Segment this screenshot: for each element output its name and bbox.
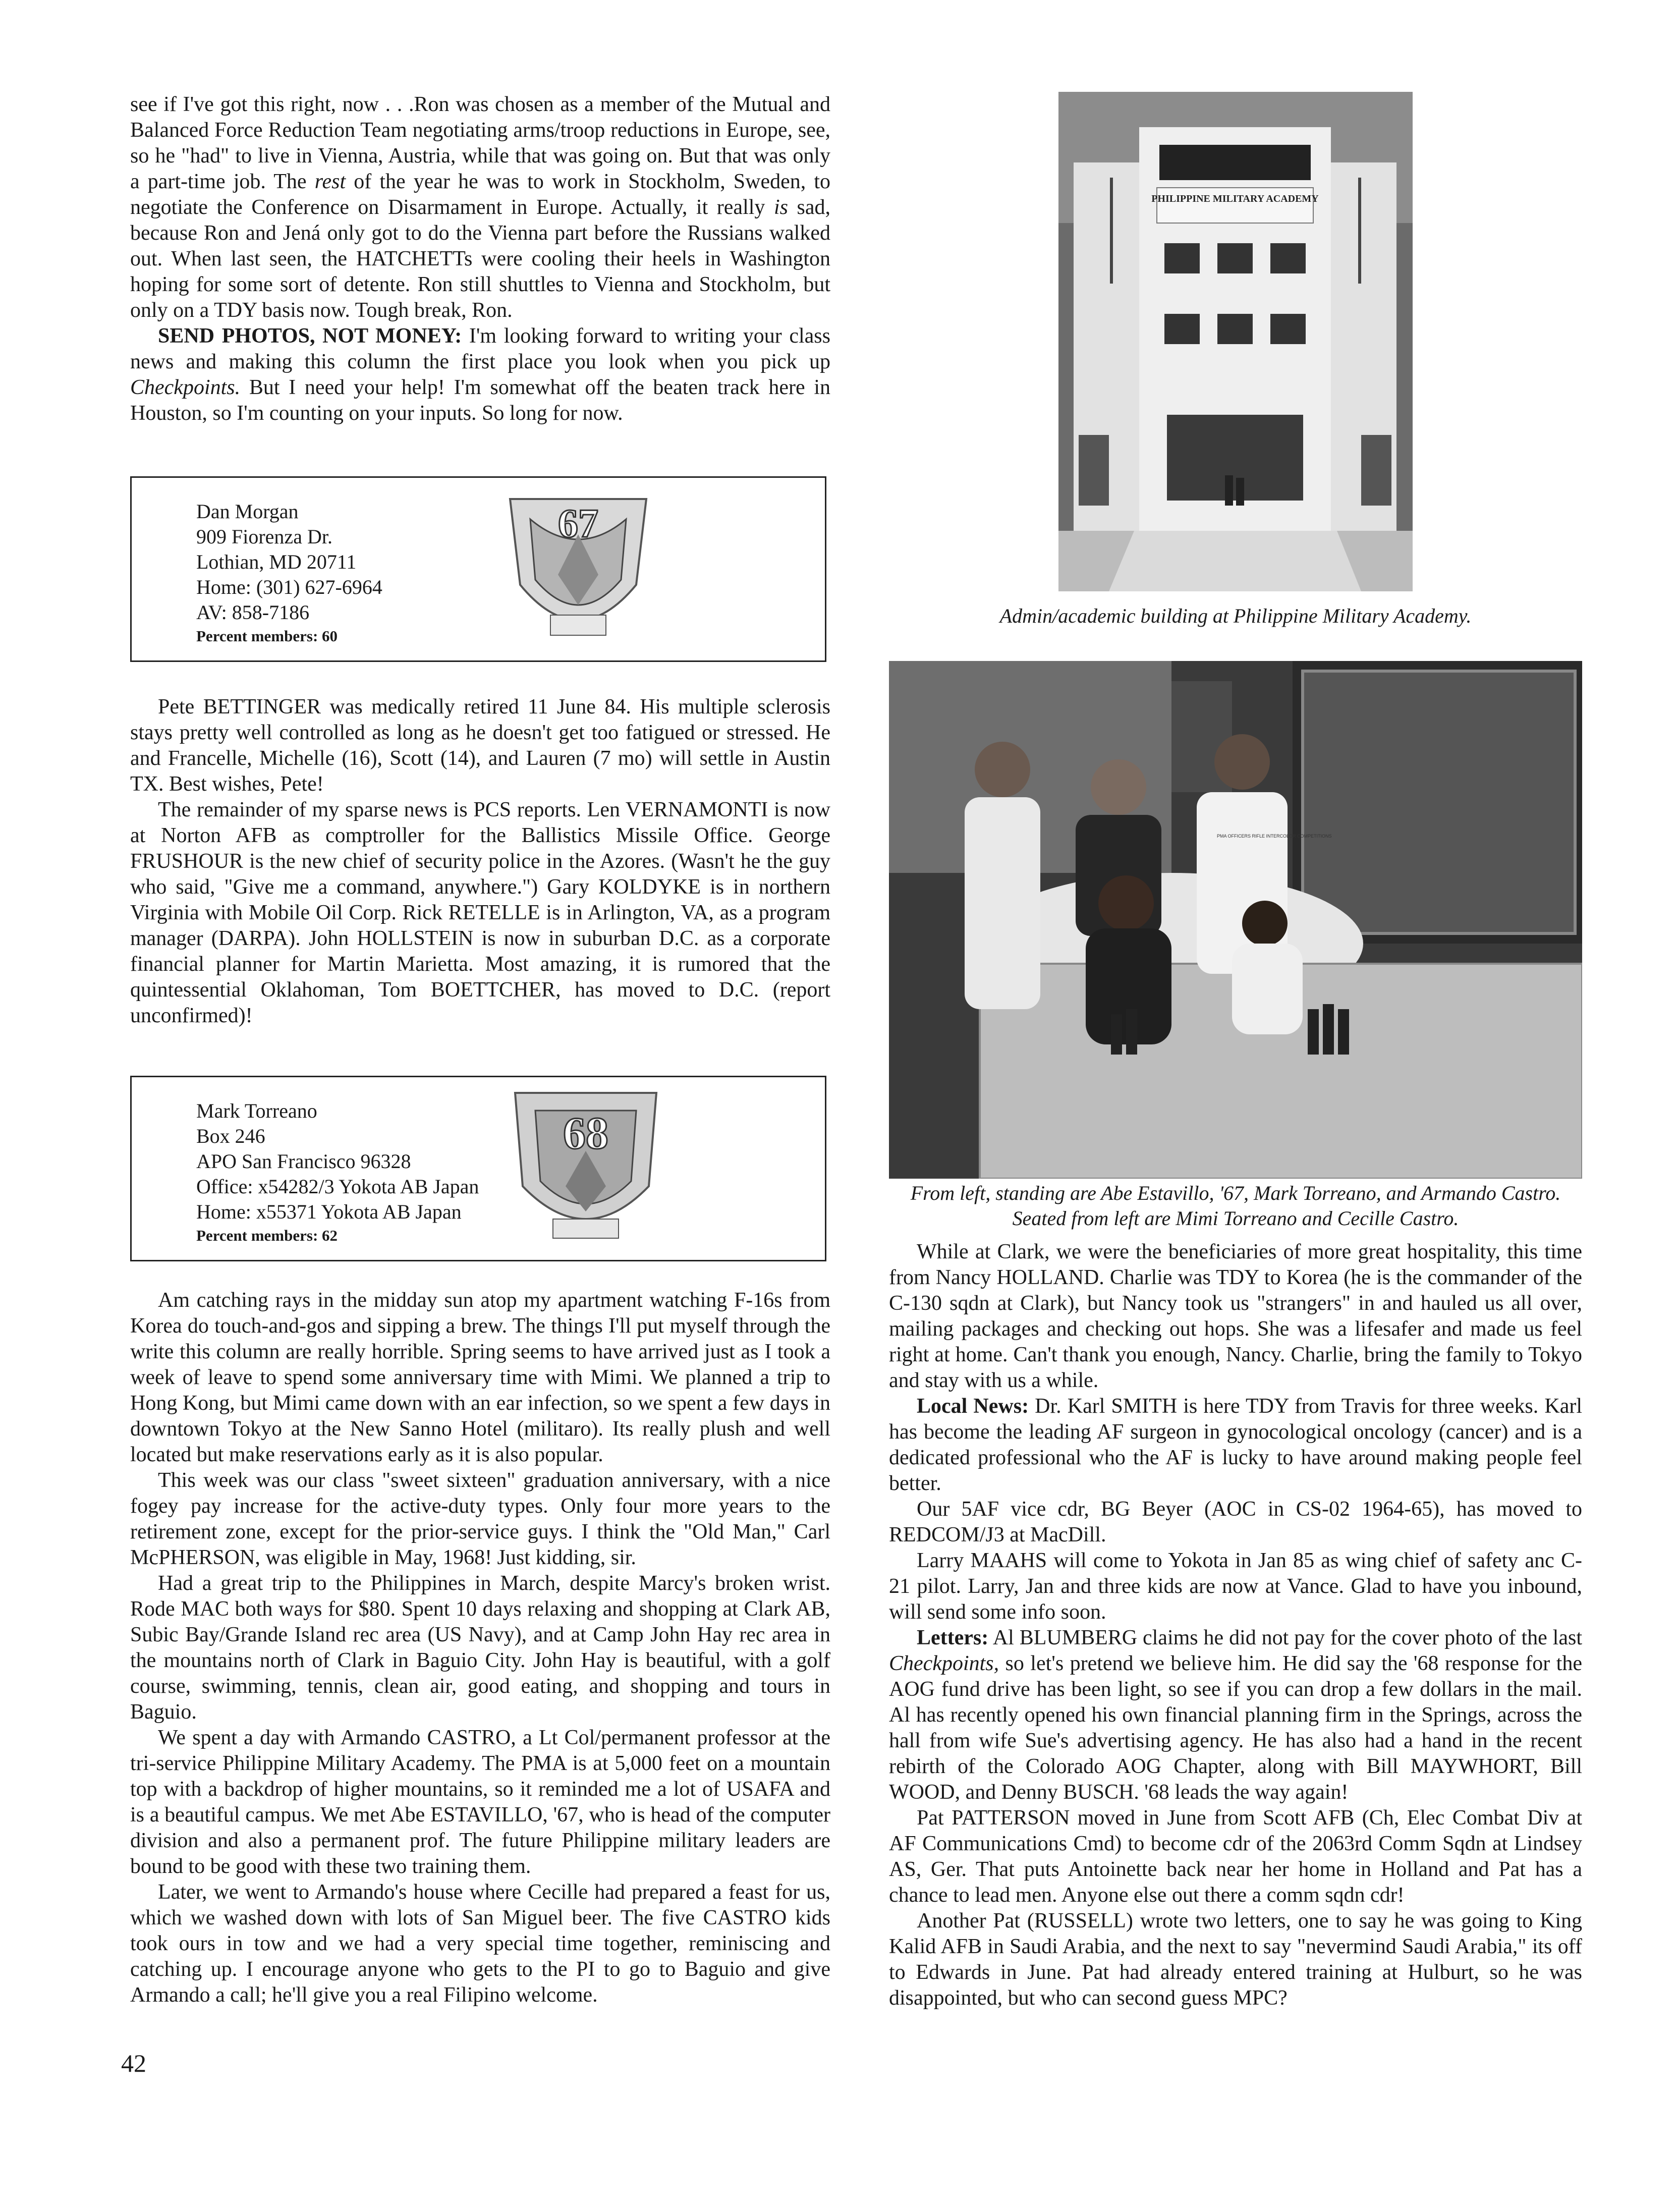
class-68-news-right <box>889 1239 1582 2011</box>
class-67-news <box>130 694 830 1029</box>
pma-building-photo <box>1058 92 1413 591</box>
beyer-paragraph: Our 5AF vice cdr, BG Beyer (AOC in CS-02 1964-65), has moved to REDCOM/J3 at MacDill. <box>889 1498 1582 1546</box>
intro-text <box>130 92 830 426</box>
send-photos-paragraph: SEND PHOTOS, NOT MONEY: I'm looking forward to writing your class news and making this column the first place you look when you pick up Checkpoints. But I need your help! I'm somewhat off the beaten track here in Houston, so I'm counting on your inputs. So long for now. <box>130 324 830 425</box>
hatchett-paragraph: see if I've got this right, now . . .Ron was chosen as a member of the Mutual and Balanced Force Reduction Team negotiating arms/troop reductions in Europe, see, so he "had" to live in Vienna, Austria, while that was going on. But that was only a part-time job. The rest of the year he was to work in Stockholm, Sweden, to negotiate the Conference on Disarmament in Europe. Actually, it really is sad, because Ron and Jená only got to do the Vienna part before the Russians walked out. When last seen, the HATCHETTs were cooling their heels in Washington hoping for some sort of detente. Ron still shuttles to Vienna and Stockholm, but only on a TDY basis now. Tough break, Ron. <box>130 93 831 322</box>
russell-paragraph: Another Pat (RUSSELL) wrote two letters, one to say he was going to King Kalid AFB in Saudi Arabia, and the next to say "nevermind Saudi Arabia," its off to Edwards in June. Pat had already entered training at Hulburt, so he was disappointed, but who can second guess MPC? <box>889 1909 1582 2010</box>
building-sign: PHILIPPINE MILITARY ACADEMY <box>1151 193 1319 204</box>
news-68-paragraph: Later, we went to Armando's house where Cecille had prepared a feast for us, which we washed down with lots of San Miguel beer. The five CASTRO kids took ours in tow and we had a very special time together, reminiscing and catching up. I encourage anyone who gets to the PI to go to Baguio and give Armando a call; he'll give you a real Filipino welcome. <box>130 1881 830 2007</box>
class-68-scribe-box <box>130 1076 826 1261</box>
scribe-67-address: Dan Morgan 909 Fiorenza Dr. Lothian, MD 20711 Home: (301) 627-6964 AV: 858-7186 Percent members: 60 <box>196 500 382 645</box>
news-68-paragraph: This week was our class "sweet sixteen" graduation anniversary, with a nice fogey pay increase for the active-duty types. Only four more years to the retirement zone, except for the prior-service guys. I think the "Old Man," Carl McPHERSON, was eligible in May, 1968! Just kidding, sir. <box>130 1469 830 1569</box>
shirt-text: PMA OFFICERS RIFLE INTERCOLOR COMPETITIONS <box>1217 834 1332 839</box>
holland-paragraph: While at Clark, we were the beneficiaries of more great hospitality, this time from Nancy HOLLAND. Charlie was TDY to Korea (he is the commander of the C-130 sqdn at Clark), but Nancy took us "strangers" in and hauled us all over, mailing packages and checking out hops. She was a lifesafer and made us feel right at home. Can't thank you enough, Nancy. Charlie, bring the family to Tokyo and stay with us a while. <box>889 1240 1582 1392</box>
class-68-crest-icon <box>505 1085 666 1252</box>
news-67-paragraph: The remainder of my sparse news is PCS reports. Len VERNAMONTI is now at Norton AFB as comptroller for the Ballistics Missile Office. George FRUSHOUR is the new chief of security police in the Azores. (Wasn't he the guy who said, "Give me a command, anywhere.") Gary KOLDYKE is in northern Virginia with Mobile Oil Corp. Rick RETELLE is in Arlington, VA, as a program manager (DARPA). John HOLLSTEIN is now in suburban D.C. as a corporate financial planner for Martin Marietta. Most amazing, it is rumored that the quintessential Oklahoman, Tom BOETTCHER, has moved to D.C. (report unconfirmed)! <box>130 798 830 1027</box>
group-photo-caption: From left, standing are Abe Estavillo, '67, Mark Torreano, and Armando Castro. Seated from left are Mimi Torreano and Cecille Castro. <box>910 1182 1561 1230</box>
letters-paragraph: Letters: Al BLUMBERG claims he did not pay for the cover photo of the last Checkpoints, so let's pretend we believe him. He did say the '68 response for the AOG fund drive has been light, so see if you can drop a few dollars in the mail. Al has recently opened his own financial planning firm in the Springs, across the hall from wife Sue's advertising agency. He has also had a hand in the recent rebirth of the Colorado AOG Chapter, along with Bill MAYWHORT, Bill WOOD, and Denny BUSCH. '68 leads the way again! <box>889 1626 1582 1804</box>
news-67-paragraph: Pete BETTINGER was medically retired 11 June 84. His multiple sclerosis stays pretty well controlled as long as he doesn't get too fatigued or stressed. He and Francelle, Michelle (16), Scott (14), and Lauren (7 mo) will settle in Austin TX. Best wishes, Pete! <box>130 695 830 796</box>
group-photo <box>889 661 1582 1179</box>
class-68-news-left <box>130 1288 830 2008</box>
maahs-paragraph: Larry MAAHS will come to Yokota in Jan 85 as wing chief of safety anc C-21 pilot. Larry, Jan and three kids are now at Vance. Glad to have you inbound, will send some info soon. <box>889 1549 1582 1624</box>
pma-building-caption: Admin/academic building at Philippine Military Academy. <box>999 604 1472 627</box>
class-67-crest-icon <box>495 489 661 650</box>
scribe-68-address: Mark Torreano Box 246 APO San Francisco 96328 Office: x54282/3 Yokota AB Japan Home: x55371 Yokota AB Japan Percent members: 62 <box>196 1099 479 1244</box>
page-number: 42 <box>121 2049 146 2077</box>
news-68-paragraph: Am catching rays in the midday sun atop my apartment watching F-16s from Korea do touch-and-gos and sipping a brew. The things I'll put myself through the write this column are really horrible. Spring seems to have arrived just as I took a week of leave to spend some anniversary time with Mimi. We planned a trip to Hong Kong, but Mimi came down with an ear infection, so we spent a few days in downtown Tokyo at the New Sanno Hotel (militaro). Its really plush and well located but make reservations early as it is also popular. <box>130 1289 830 1466</box>
crest-67-year: 67 <box>558 502 598 546</box>
local-news-paragraph: Local News: Dr. Karl SMITH is here TDY from Travis for three weeks. Karl has become the leading AF surgeon in gynocological oncology (cancer) and is a dedicated professional who the AF is lucky to have around making people feel better. <box>889 1395 1582 1495</box>
patterson-paragraph: Pat PATTERSON moved in June from Scott AFB (Ch, Elec Combat Div at AF Communications Cmd) to become cdr of the 2063rd Comm Sqdn at Lindsey AS, Ger. That puts Antoinette back near her home in Holland and Pat has a chance to lead men. Anyone else out there a comm sqdn cdr! <box>889 1806 1582 1907</box>
news-68-paragraph: Had a great trip to the Philippines in March, despite Marcy's broken wrist. Rode MAC both ways for $80. Spent 10 days relaxing and shopping at Clark AB, Subic Bay/Grande Island rec area (US Navy), and at Camp John Hay rec area in the mountains north of Clark in Baguio City. John Hay is beautiful, with a golf course, swimming, tennis, clean air, good eating, and shopping and tours in Baguio. <box>130 1572 830 1724</box>
news-68-paragraph: We spent a day with Armando CASTRO, a Lt Col/permanent professor at the tri-service Philippine Military Academy. The PMA is at 5,000 feet on a mountain top with a backdrop of higher mountains, so it reminded me a lot of USAFA and is a beautiful campus. We met Abe ESTAVILLO, '67, who is head of the computer division and also a permanent prof. The future Philippine military leaders are bound to be good with these two training them. <box>130 1726 830 1878</box>
crest-68-year: 68 <box>563 1109 608 1158</box>
class-67-scribe-box <box>130 476 826 662</box>
pma-building-image <box>1058 92 1413 591</box>
group-photo-image <box>889 661 1582 1179</box>
